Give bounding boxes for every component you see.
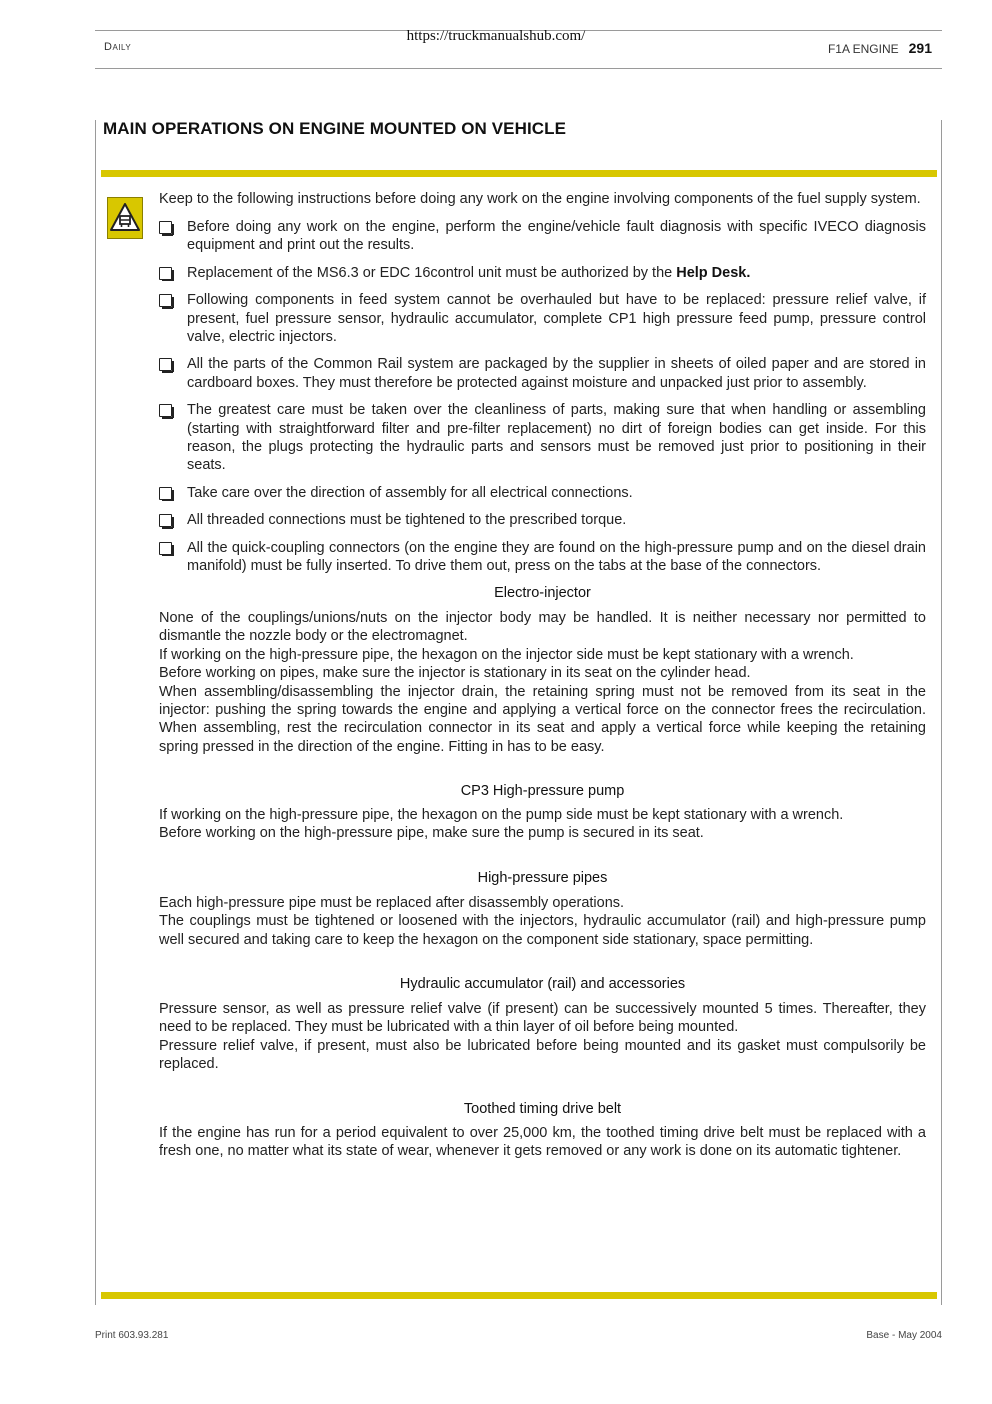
intro-paragraph: Keep to the following instructions before doing any work on the engine involving components of the fuel supply system. [159, 191, 921, 207]
header-bottom-rule [95, 68, 942, 69]
section-paragraph: The couplings must be tightened or loosened with the injectors, hydraulic accumulator (rail) and high-pressure pump well secured and taking care to keep the hexagon on the component side stationary, space permitting. [159, 913, 926, 948]
left-frame-line [95, 120, 96, 1305]
section-heading: High-pressure pipes [477, 870, 608, 886]
list-item [159, 355, 926, 392]
section-heading: Hydraulic accumulator (rail) and accessories [399, 976, 686, 992]
checkbox-bullet-icon [159, 221, 172, 234]
list-item [159, 291, 926, 346]
header-url[interactable]: https://truckmanualshub.com/ [406, 28, 586, 44]
section-paragraph: When assembling/disassembling the injector drain, the retaining spring must not be removed from its seat in the injector: pushing the spring towards the engine and applying a vertical force on the connector frees the recirculation. When assembling, rest the recirculation connector in its seat and apply a vertical force while keeping the retaining spring pressed in the direction of the engine. Fitting in has to be easy. [159, 683, 926, 755]
footer-print-code: Print 603.93.281 [95, 1330, 169, 1341]
list-item-text: The greatest care must be taken over the cleanliness of parts, making sure that when handling or assembling (starting with straightforward filter and pre-filter replacement) no dirt of foreign bodies can get inside. For this reason, the plugs protecting the hydraulic parts and sensors must be removed just prior to positioning in their seats. [187, 402, 926, 474]
section-body [159, 1000, 926, 1074]
checkbox-bullet-icon [159, 294, 172, 307]
section-paragraph: If the engine has run for a period equivalent to over 25,000 km, the toothed timing drive belt must be replaced with a fresh one, no matter what its state of wear, whenever it gets removed or any work is done on its automatic tightener. [159, 1125, 926, 1160]
section-paragraph: None of the couplings/unions/nuts on the injector body may be handled. It is neither necessary nor permitted to dismantle the nozzle body or the electromagnet. [159, 610, 926, 645]
help-desk-label: Help Desk. [676, 264, 751, 281]
intro-text [159, 190, 926, 208]
checkbox-bullet-icon [159, 542, 172, 555]
list-item [159, 484, 926, 502]
list-item-text: Following components in feed system cannot be overhauled but have to be replaced: pressure relief valve, if present, fuel pressure sensor, hydraulic accumulator, complete CP1 high pressure feed pump, pressure control valve, electric injectors. [187, 292, 926, 346]
list-item [159, 218, 926, 255]
checkbox-bullet-icon [159, 404, 172, 417]
section-body [159, 894, 926, 949]
list-item-text: Before doing any work on the engine, perform the engine/vehicle fault diagnosis with specific IVECO diagnosis equipment and print out the results. [187, 219, 926, 254]
section-heading: CP3 High-pressure pump [460, 783, 625, 799]
page-number: 291 [908, 40, 932, 56]
header-model-label: Daily [104, 41, 132, 53]
footer-edition: Base - May 2004 [866, 1330, 942, 1341]
list-item-text: All the parts of the Common Rail system are packaged by the supplier in sheets of oiled paper and are stored in cardboard boxes. They must therefore be protected against moisture and unpacked just prior to assembly. [187, 356, 926, 391]
checkbox-bullet-icon [159, 514, 172, 527]
section-paragraph: If working on the high-pressure pipe, the hexagon on the injector side must be kept stationary with a wrench. [159, 646, 854, 663]
list-item [159, 401, 926, 475]
list-item-text: All the quick-coupling connectors (on the engine they are found on the high-pressure pump and on the diesel drain manifold) must be fully inserted. To drive them out, press on the tabs at the base of the connectors. [187, 539, 926, 575]
section-paragraph: Pressure sensor, as well as pressure relief valve (if present) can be successively mounted 5 times. Thereafter, they need to be replaced. They must be lubricated with a thin layer of oil before being mounted. [159, 1001, 926, 1036]
list-item [159, 539, 926, 576]
checkbox-bullet-icon [159, 267, 172, 280]
list-item-text: All threaded connections must be tightened to the prescribed torque. [187, 512, 627, 529]
right-frame-line [941, 120, 942, 1305]
vehicle-warning-icon [107, 197, 143, 239]
section-paragraph: Before working on the high-pressure pipe, make sure the pump is secured in its seat. [159, 825, 704, 842]
instruction-list [159, 218, 926, 585]
checkbox-bullet-icon [159, 487, 172, 500]
bottom-accent-bar [101, 1292, 937, 1299]
section-heading: Electro-injector [494, 585, 591, 601]
section-paragraph: Pressure relief valve, if present, must also be lubricated before being mounted and its gasket must compulsorily be replaced. [159, 1037, 926, 1073]
list-item-text: Take care over the direction of assembly for all electrical connections. [187, 484, 633, 501]
list-item-text: Replacement of the MS6.3 or EDC 16control unit must be authorized by the [187, 264, 677, 281]
section-body [159, 806, 926, 843]
section-paragraph: If working on the high-pressure pipe, the hexagon on the pump side must be kept stationary with a wrench. [159, 807, 844, 823]
header-section-label: F1A ENGINE [827, 42, 899, 56]
section-heading: Toothed timing drive belt [463, 1101, 622, 1117]
section-paragraph: Before working on pipes, make sure the injector is stationary in its seat on the cylinder head. [159, 665, 751, 682]
section-paragraph: Each high-pressure pipe must be replaced after disassembly operations. [159, 895, 625, 911]
checkbox-bullet-icon [159, 358, 172, 371]
section-body [159, 609, 926, 756]
title-accent-bar [101, 170, 937, 177]
page-title: MAIN OPERATIONS ON ENGINE MOUNTED ON VEHICLE [103, 119, 567, 138]
list-item [159, 264, 926, 282]
section-body [159, 1124, 926, 1161]
list-item [159, 511, 926, 529]
header-section [828, 40, 932, 56]
